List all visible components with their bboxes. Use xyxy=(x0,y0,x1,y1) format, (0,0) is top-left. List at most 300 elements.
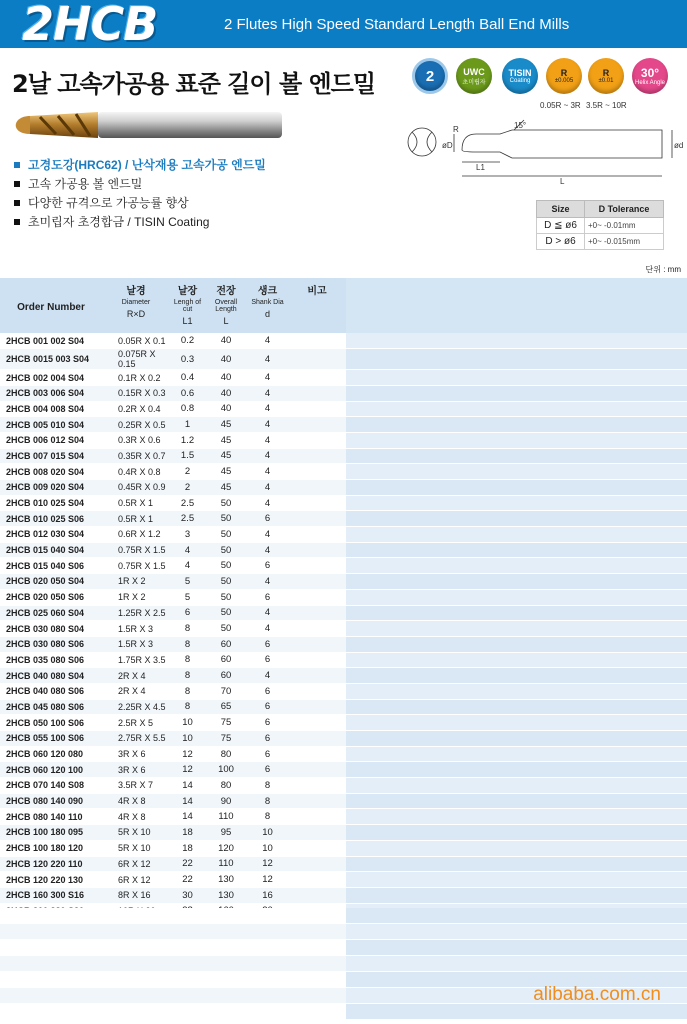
table-row xyxy=(0,872,687,888)
order-number-cell: 2HCB 030 080 S06 xyxy=(0,636,102,652)
table-row xyxy=(0,699,687,715)
diameter-cell: 0.75R X 1.5 xyxy=(102,542,170,558)
overall-length-cell: 50 xyxy=(205,511,247,527)
overall-length-cell: 40 xyxy=(205,401,247,417)
blank-cell xyxy=(346,574,687,590)
blank-cell xyxy=(346,825,687,841)
remarks-cell xyxy=(288,668,346,684)
blank-cell xyxy=(346,385,687,401)
table-row xyxy=(0,349,687,370)
length-of-cut-cell: 5 xyxy=(170,589,205,605)
overall-length-cell: 45 xyxy=(205,464,247,480)
remarks-cell xyxy=(288,636,346,652)
blank-cell xyxy=(346,778,687,794)
diameter-cell: 1.25R X 2.5 xyxy=(102,605,170,621)
diameter-cell: 0.15R X 0.3 xyxy=(102,385,170,401)
length-of-cut-cell: 0.2 xyxy=(170,333,205,349)
overall-length-cell: 60 xyxy=(205,636,247,652)
length-of-cut-cell: 0.8 xyxy=(170,401,205,417)
order-number-cell: 2HCB 100 180 120 xyxy=(0,840,102,856)
blank-cell xyxy=(346,417,687,433)
table-row xyxy=(0,856,687,872)
length-of-cut-cell: 14 xyxy=(170,809,205,825)
overall-length-cell: 50 xyxy=(205,542,247,558)
table-row xyxy=(0,511,687,527)
col-header-shank-dia: 생크 Shank Dia d xyxy=(247,278,288,333)
overall-length-cell: 100 xyxy=(205,762,247,778)
drawing-l1-label: L1 xyxy=(476,163,485,172)
table-row xyxy=(0,574,687,590)
col-header-remarks: 비고 xyxy=(288,278,346,333)
remarks-cell xyxy=(288,652,346,668)
length-of-cut-cell: 14 xyxy=(170,778,205,794)
length-of-cut-cell: 6 xyxy=(170,605,205,621)
brand-logo: 2HCB xyxy=(22,0,158,51)
table-row xyxy=(0,809,687,825)
remarks-cell xyxy=(288,464,346,480)
diameter-cell: 4R X 8 xyxy=(102,809,170,825)
overall-length-cell: 45 xyxy=(205,417,247,433)
radius-tol-small-icon: R ±0.005 xyxy=(546,58,582,94)
tolerance-row xyxy=(537,234,664,250)
remarks-cell xyxy=(288,527,346,543)
blank-cell xyxy=(346,840,687,856)
overall-length-cell: 60 xyxy=(205,652,247,668)
table-row xyxy=(0,558,687,574)
remarks-cell xyxy=(288,605,346,621)
order-number-cell: 2HCB 120 220 130 xyxy=(0,872,102,888)
shank-dia-cell: 6 xyxy=(247,652,288,668)
length-of-cut-cell: 14 xyxy=(170,793,205,809)
blank-cell xyxy=(346,589,687,605)
remarks-cell xyxy=(288,448,346,464)
diameter-cell: 1R X 2 xyxy=(102,574,170,590)
remarks-cell xyxy=(288,511,346,527)
diameter-cell: 2.75R X 5.5 xyxy=(102,731,170,747)
diameter-cell: 3R X 6 xyxy=(102,746,170,762)
order-number-cell: 2HCB 005 010 S04 xyxy=(0,417,102,433)
remarks-cell xyxy=(288,731,346,747)
shank-dia-cell: 6 xyxy=(247,558,288,574)
diameter-cell: 2R X 4 xyxy=(102,683,170,699)
table-row xyxy=(0,731,687,747)
overall-length-cell: 90 xyxy=(205,793,247,809)
remarks-cell xyxy=(288,856,346,872)
order-number-cell: 2HCB 100 180 095 xyxy=(0,825,102,841)
table-row xyxy=(0,825,687,841)
diameter-cell: 0.5R X 1 xyxy=(102,495,170,511)
table-row xyxy=(0,887,687,903)
feature-item: 고경도강(HRC62) / 난삭재용 고속가공 엔드밀 xyxy=(14,156,266,175)
shank-dia-cell: 4 xyxy=(247,668,288,684)
order-number-cell: 2HCB 001 002 S04 xyxy=(0,333,102,349)
blank-cell xyxy=(346,605,687,621)
length-of-cut-cell: 8 xyxy=(170,668,205,684)
table-row xyxy=(0,605,687,621)
order-number-cell: 2HCB 015 040 S04 xyxy=(0,542,102,558)
diameter-cell: 0.45R X 0.9 xyxy=(102,480,170,496)
overall-length-cell: 70 xyxy=(205,683,247,699)
order-number-cell: 2HCB 050 100 S06 xyxy=(0,715,102,731)
length-of-cut-cell: 0.6 xyxy=(170,385,205,401)
length-of-cut-cell: 12 xyxy=(170,746,205,762)
order-number-cell: 2HCB 055 100 S06 xyxy=(0,731,102,747)
remarks-cell xyxy=(288,574,346,590)
overall-length-cell: 130 xyxy=(205,887,247,903)
order-number-cell: 2HCB 010 025 S04 xyxy=(0,495,102,511)
product-table xyxy=(0,278,687,919)
table-row xyxy=(0,715,687,731)
length-of-cut-cell: 1.2 xyxy=(170,432,205,448)
order-number-cell: 2HCB 020 050 S06 xyxy=(0,589,102,605)
overall-length-cell: 50 xyxy=(205,574,247,590)
diameter-cell: 8R X 16 xyxy=(102,887,170,903)
remarks-cell xyxy=(288,762,346,778)
watermark-footer: alibaba.com.cn xyxy=(533,984,661,1005)
order-number-cell: 2HCB 035 080 S06 xyxy=(0,652,102,668)
table-row xyxy=(0,589,687,605)
blank-cell xyxy=(346,542,687,558)
shank-dia-cell: 6 xyxy=(247,511,288,527)
shank-dia-cell: 4 xyxy=(247,480,288,496)
blank-cell xyxy=(346,683,687,699)
overall-length-cell: 80 xyxy=(205,778,247,794)
blank-cell xyxy=(346,809,687,825)
overall-length-cell: 40 xyxy=(205,385,247,401)
overall-length-cell: 60 xyxy=(205,668,247,684)
order-number-cell: 2HCB 015 040 S06 xyxy=(0,558,102,574)
order-number-cell: 2HCB 060 120 080 xyxy=(0,746,102,762)
overall-length-cell: 50 xyxy=(205,621,247,637)
diameter-cell: 0.75R X 1.5 xyxy=(102,558,170,574)
diameter-cell: 0.6R X 1.2 xyxy=(102,527,170,543)
table-row xyxy=(0,527,687,543)
shank-dia-cell: 6 xyxy=(247,762,288,778)
overall-length-cell: 65 xyxy=(205,699,247,715)
remarks-cell xyxy=(288,495,346,511)
overall-length-cell: 45 xyxy=(205,448,247,464)
shank-dia-cell: 8 xyxy=(247,809,288,825)
overall-length-cell: 50 xyxy=(205,605,247,621)
spec-badges xyxy=(408,58,680,110)
order-number-cell: 2HCB 003 006 S04 xyxy=(0,385,102,401)
diameter-cell: 3.5R X 7 xyxy=(102,778,170,794)
table-row xyxy=(0,432,687,448)
length-of-cut-cell: 8 xyxy=(170,636,205,652)
shank-dia-cell: 6 xyxy=(247,699,288,715)
length-of-cut-cell: 0.3 xyxy=(170,349,205,370)
length-of-cut-cell: 8 xyxy=(170,683,205,699)
shank-dia-cell: 6 xyxy=(247,746,288,762)
remarks-cell xyxy=(288,480,346,496)
table-row xyxy=(0,793,687,809)
shank-dia-cell: 12 xyxy=(247,872,288,888)
remarks-cell xyxy=(288,349,346,370)
shank-dia-cell: 4 xyxy=(247,401,288,417)
diameter-cell: 4R X 8 xyxy=(102,793,170,809)
length-of-cut-cell: 1 xyxy=(170,417,205,433)
table-row xyxy=(0,746,687,762)
remarks-cell xyxy=(288,589,346,605)
overall-length-cell: 45 xyxy=(205,480,247,496)
remarks-cell xyxy=(288,333,346,349)
shank-dia-cell: 8 xyxy=(247,778,288,794)
blank-cell xyxy=(346,511,687,527)
feature-item: 초미립자 초경합금 / TISIN Coating xyxy=(14,213,266,232)
order-number-cell: 2HCB 030 080 S04 xyxy=(0,621,102,637)
remarks-cell xyxy=(288,558,346,574)
order-number-cell: 2HCB 0015 003 S04 xyxy=(0,349,102,370)
diameter-cell: 0.4R X 0.8 xyxy=(102,464,170,480)
remarks-cell xyxy=(288,621,346,637)
shank-dia-cell: 4 xyxy=(247,495,288,511)
diameter-cell: 1R X 2 xyxy=(102,589,170,605)
diameter-cell: 1.5R X 3 xyxy=(102,636,170,652)
shank-dia-cell: 4 xyxy=(247,432,288,448)
order-number-cell: 2HCB 002 004 S04 xyxy=(0,370,102,386)
order-number-cell: 2HCB 045 080 S06 xyxy=(0,699,102,715)
table-row xyxy=(0,464,687,480)
table-row xyxy=(0,495,687,511)
order-number-cell: 2HCB 025 060 S04 xyxy=(0,605,102,621)
blank-cell xyxy=(346,731,687,747)
header-bar xyxy=(0,0,687,51)
overall-length-cell: 40 xyxy=(205,349,247,370)
blank-cell xyxy=(346,746,687,762)
remarks-cell xyxy=(288,542,346,558)
blank-cell xyxy=(346,558,687,574)
remarks-cell xyxy=(288,370,346,386)
blank-cell xyxy=(346,636,687,652)
length-of-cut-cell: 2.5 xyxy=(170,495,205,511)
shank-dia-cell: 4 xyxy=(247,333,288,349)
length-of-cut-cell: 18 xyxy=(170,840,205,856)
diameter-cell: 1.5R X 3 xyxy=(102,621,170,637)
remarks-cell xyxy=(288,401,346,417)
feature-item: 다양한 규격으로 가공능률 향상 xyxy=(14,194,266,213)
blank-cell xyxy=(346,715,687,731)
blank-cell xyxy=(346,333,687,349)
order-number-cell: 2HCB 040 080 S06 xyxy=(0,683,102,699)
table-row xyxy=(0,636,687,652)
blank-cell xyxy=(346,527,687,543)
overall-length-cell: 120 xyxy=(205,840,247,856)
diameter-cell: 2R X 4 xyxy=(102,668,170,684)
length-of-cut-cell: 4 xyxy=(170,542,205,558)
length-of-cut-cell: 30 xyxy=(170,887,205,903)
remarks-cell xyxy=(288,432,346,448)
remarks-cell xyxy=(288,778,346,794)
page-title: 2날 고속가공용 표준 길이 볼 엔드밀 xyxy=(12,70,376,98)
tolerance-header: D Tolerance xyxy=(585,201,664,218)
blank-cell xyxy=(346,793,687,809)
shank-dia-cell: 4 xyxy=(247,574,288,590)
table-row xyxy=(0,370,687,386)
blank-cell xyxy=(346,762,687,778)
order-number-cell: 2HCB 080 140 090 xyxy=(0,793,102,809)
length-of-cut-cell: 2.5 xyxy=(170,511,205,527)
table-row xyxy=(0,683,687,699)
order-number-cell: 2HCB 006 012 S04 xyxy=(0,432,102,448)
diameter-cell: 0.25R X 0.5 xyxy=(102,417,170,433)
diameter-cell: 2.5R X 5 xyxy=(102,715,170,731)
remarks-cell xyxy=(288,809,346,825)
diameter-cell: 0.3R X 0.6 xyxy=(102,432,170,448)
order-number-cell: 2HCB 060 120 100 xyxy=(0,762,102,778)
drawing-shank-label: ød xyxy=(674,141,684,150)
shank-dia-cell: 4 xyxy=(247,621,288,637)
order-number-cell: 2HCB 080 140 110 xyxy=(0,809,102,825)
length-of-cut-cell: 2 xyxy=(170,480,205,496)
overall-length-cell: 40 xyxy=(205,333,247,349)
table-row xyxy=(0,778,687,794)
diameter-cell: 0.5R X 1 xyxy=(102,511,170,527)
col-header-order: Order Number xyxy=(0,278,102,333)
diameter-cell: 0.075R X 0.15 xyxy=(102,349,170,370)
table-row xyxy=(0,480,687,496)
radius-tol-large-icon: R ±0.01 xyxy=(588,58,624,94)
shank-dia-cell: 10 xyxy=(247,840,288,856)
shank-dia-cell: 4 xyxy=(247,385,288,401)
table-row xyxy=(0,333,687,349)
diameter-cell: 5R X 10 xyxy=(102,825,170,841)
length-of-cut-cell: 10 xyxy=(170,715,205,731)
diameter-cell: 0.2R X 0.4 xyxy=(102,401,170,417)
blank-cell xyxy=(346,887,687,903)
diameter-cell: 6R X 12 xyxy=(102,872,170,888)
overall-length-cell: 130 xyxy=(205,872,247,888)
range-caption-small: 0.05R ~ 3R xyxy=(540,101,581,110)
length-of-cut-cell: 10 xyxy=(170,731,205,747)
tolerance-size: D ≦ ø6 xyxy=(537,218,585,234)
shank-dia-cell: 12 xyxy=(247,856,288,872)
table-row xyxy=(0,840,687,856)
overall-length-cell: 110 xyxy=(205,809,247,825)
shank-dia-cell: 4 xyxy=(247,370,288,386)
remarks-cell xyxy=(288,699,346,715)
drawing-l-label: L xyxy=(560,177,565,186)
length-of-cut-cell: 8 xyxy=(170,652,205,668)
order-number-cell: 2HCB 120 220 110 xyxy=(0,856,102,872)
order-number-cell: 2HCB 070 140 S08 xyxy=(0,778,102,794)
table-row xyxy=(0,621,687,637)
order-number-cell: 2HCB 160 300 S16 xyxy=(0,887,102,903)
blank-cell xyxy=(346,668,687,684)
shank-dia-cell: 6 xyxy=(247,731,288,747)
remarks-cell xyxy=(288,840,346,856)
overall-length-cell: 45 xyxy=(205,432,247,448)
blank-cell xyxy=(346,872,687,888)
shank-dia-cell: 4 xyxy=(247,464,288,480)
table-row xyxy=(0,762,687,778)
length-of-cut-cell: 1.5 xyxy=(170,448,205,464)
diameter-cell: 2.25R X 4.5 xyxy=(102,699,170,715)
overall-length-cell: 95 xyxy=(205,825,247,841)
feature-list xyxy=(14,156,266,232)
shank-dia-cell: 4 xyxy=(247,448,288,464)
order-number-cell: 2HCB 040 080 S04 xyxy=(0,668,102,684)
overall-length-cell: 50 xyxy=(205,558,247,574)
overall-length-cell: 75 xyxy=(205,731,247,747)
blank-cell xyxy=(346,495,687,511)
tolerance-table xyxy=(536,200,664,250)
overall-length-cell: 50 xyxy=(205,495,247,511)
overall-length-cell: 50 xyxy=(205,527,247,543)
diameter-cell: 5R X 10 xyxy=(102,840,170,856)
remarks-cell xyxy=(288,793,346,809)
order-number-cell: 2HCB 012 030 S04 xyxy=(0,527,102,543)
uwc-badge-icon: UWC 초미립자 xyxy=(456,58,492,94)
drawing-r-label: R xyxy=(453,125,459,134)
remarks-cell xyxy=(288,825,346,841)
remarks-cell xyxy=(288,683,346,699)
diameter-cell: 0.1R X 0.2 xyxy=(102,370,170,386)
col-header-diameter: 날경 Diameter R×D xyxy=(102,278,170,333)
col-header-blank xyxy=(346,278,687,333)
col-header-overall-length: 전장 Overall Length L xyxy=(205,278,247,333)
diameter-cell: 0.35R X 0.7 xyxy=(102,448,170,464)
blank-cell xyxy=(346,621,687,637)
shank-dia-cell: 6 xyxy=(247,683,288,699)
blank-cell xyxy=(346,349,687,370)
overall-length-cell: 50 xyxy=(205,589,247,605)
tolerance-header: Size xyxy=(537,201,585,218)
drawing-d-label: øD xyxy=(442,141,453,150)
length-of-cut-cell: 12 xyxy=(170,762,205,778)
tool-dimension-drawing xyxy=(400,118,682,184)
length-of-cut-cell: 18 xyxy=(170,825,205,841)
shank-dia-cell: 4 xyxy=(247,417,288,433)
flutes-badge-icon: 2 xyxy=(412,58,448,94)
blank-cell xyxy=(346,370,687,386)
shank-dia-cell: 4 xyxy=(247,605,288,621)
remarks-cell xyxy=(288,385,346,401)
table-row xyxy=(0,652,687,668)
diameter-cell: 0.05R X 0.1 xyxy=(102,333,170,349)
tisin-badge-icon: TISIN Coating xyxy=(502,58,538,94)
blank-cell xyxy=(346,856,687,872)
header-subtitle: 2 Flutes High Speed Standard Length Ball End Mills xyxy=(224,16,570,33)
remarks-cell xyxy=(288,746,346,762)
end-mill-photo xyxy=(10,108,282,142)
order-number-cell: 2HCB 010 025 S06 xyxy=(0,511,102,527)
length-of-cut-cell: 5 xyxy=(170,574,205,590)
order-number-cell: 2HCB 009 020 S04 xyxy=(0,480,102,496)
tolerance-value: +0~ -0.015mm xyxy=(585,234,664,250)
feature-item: 고속 가공용 볼 엔드밀 xyxy=(14,175,266,194)
shank-dia-cell: 16 xyxy=(247,887,288,903)
length-of-cut-cell: 22 xyxy=(170,872,205,888)
blank-cell xyxy=(346,699,687,715)
table-row xyxy=(0,448,687,464)
length-of-cut-cell: 8 xyxy=(170,699,205,715)
order-number-cell: 2HCB 007 015 S04 xyxy=(0,448,102,464)
shank-dia-cell: 4 xyxy=(247,349,288,370)
blank-cell xyxy=(346,464,687,480)
remarks-cell xyxy=(288,887,346,903)
range-caption-large: 3.5R ~ 10R xyxy=(586,101,627,110)
table-row xyxy=(0,542,687,558)
order-number-cell: 2HCB 008 020 S04 xyxy=(0,464,102,480)
shank-dia-cell: 10 xyxy=(247,825,288,841)
blank-cell xyxy=(346,401,687,417)
length-of-cut-cell: 2 xyxy=(170,464,205,480)
diameter-cell: 3R X 6 xyxy=(102,762,170,778)
tolerance-size: D > ø6 xyxy=(537,234,585,250)
blank-cell xyxy=(346,448,687,464)
overall-length-cell: 40 xyxy=(205,370,247,386)
shank-dia-cell: 4 xyxy=(247,527,288,543)
